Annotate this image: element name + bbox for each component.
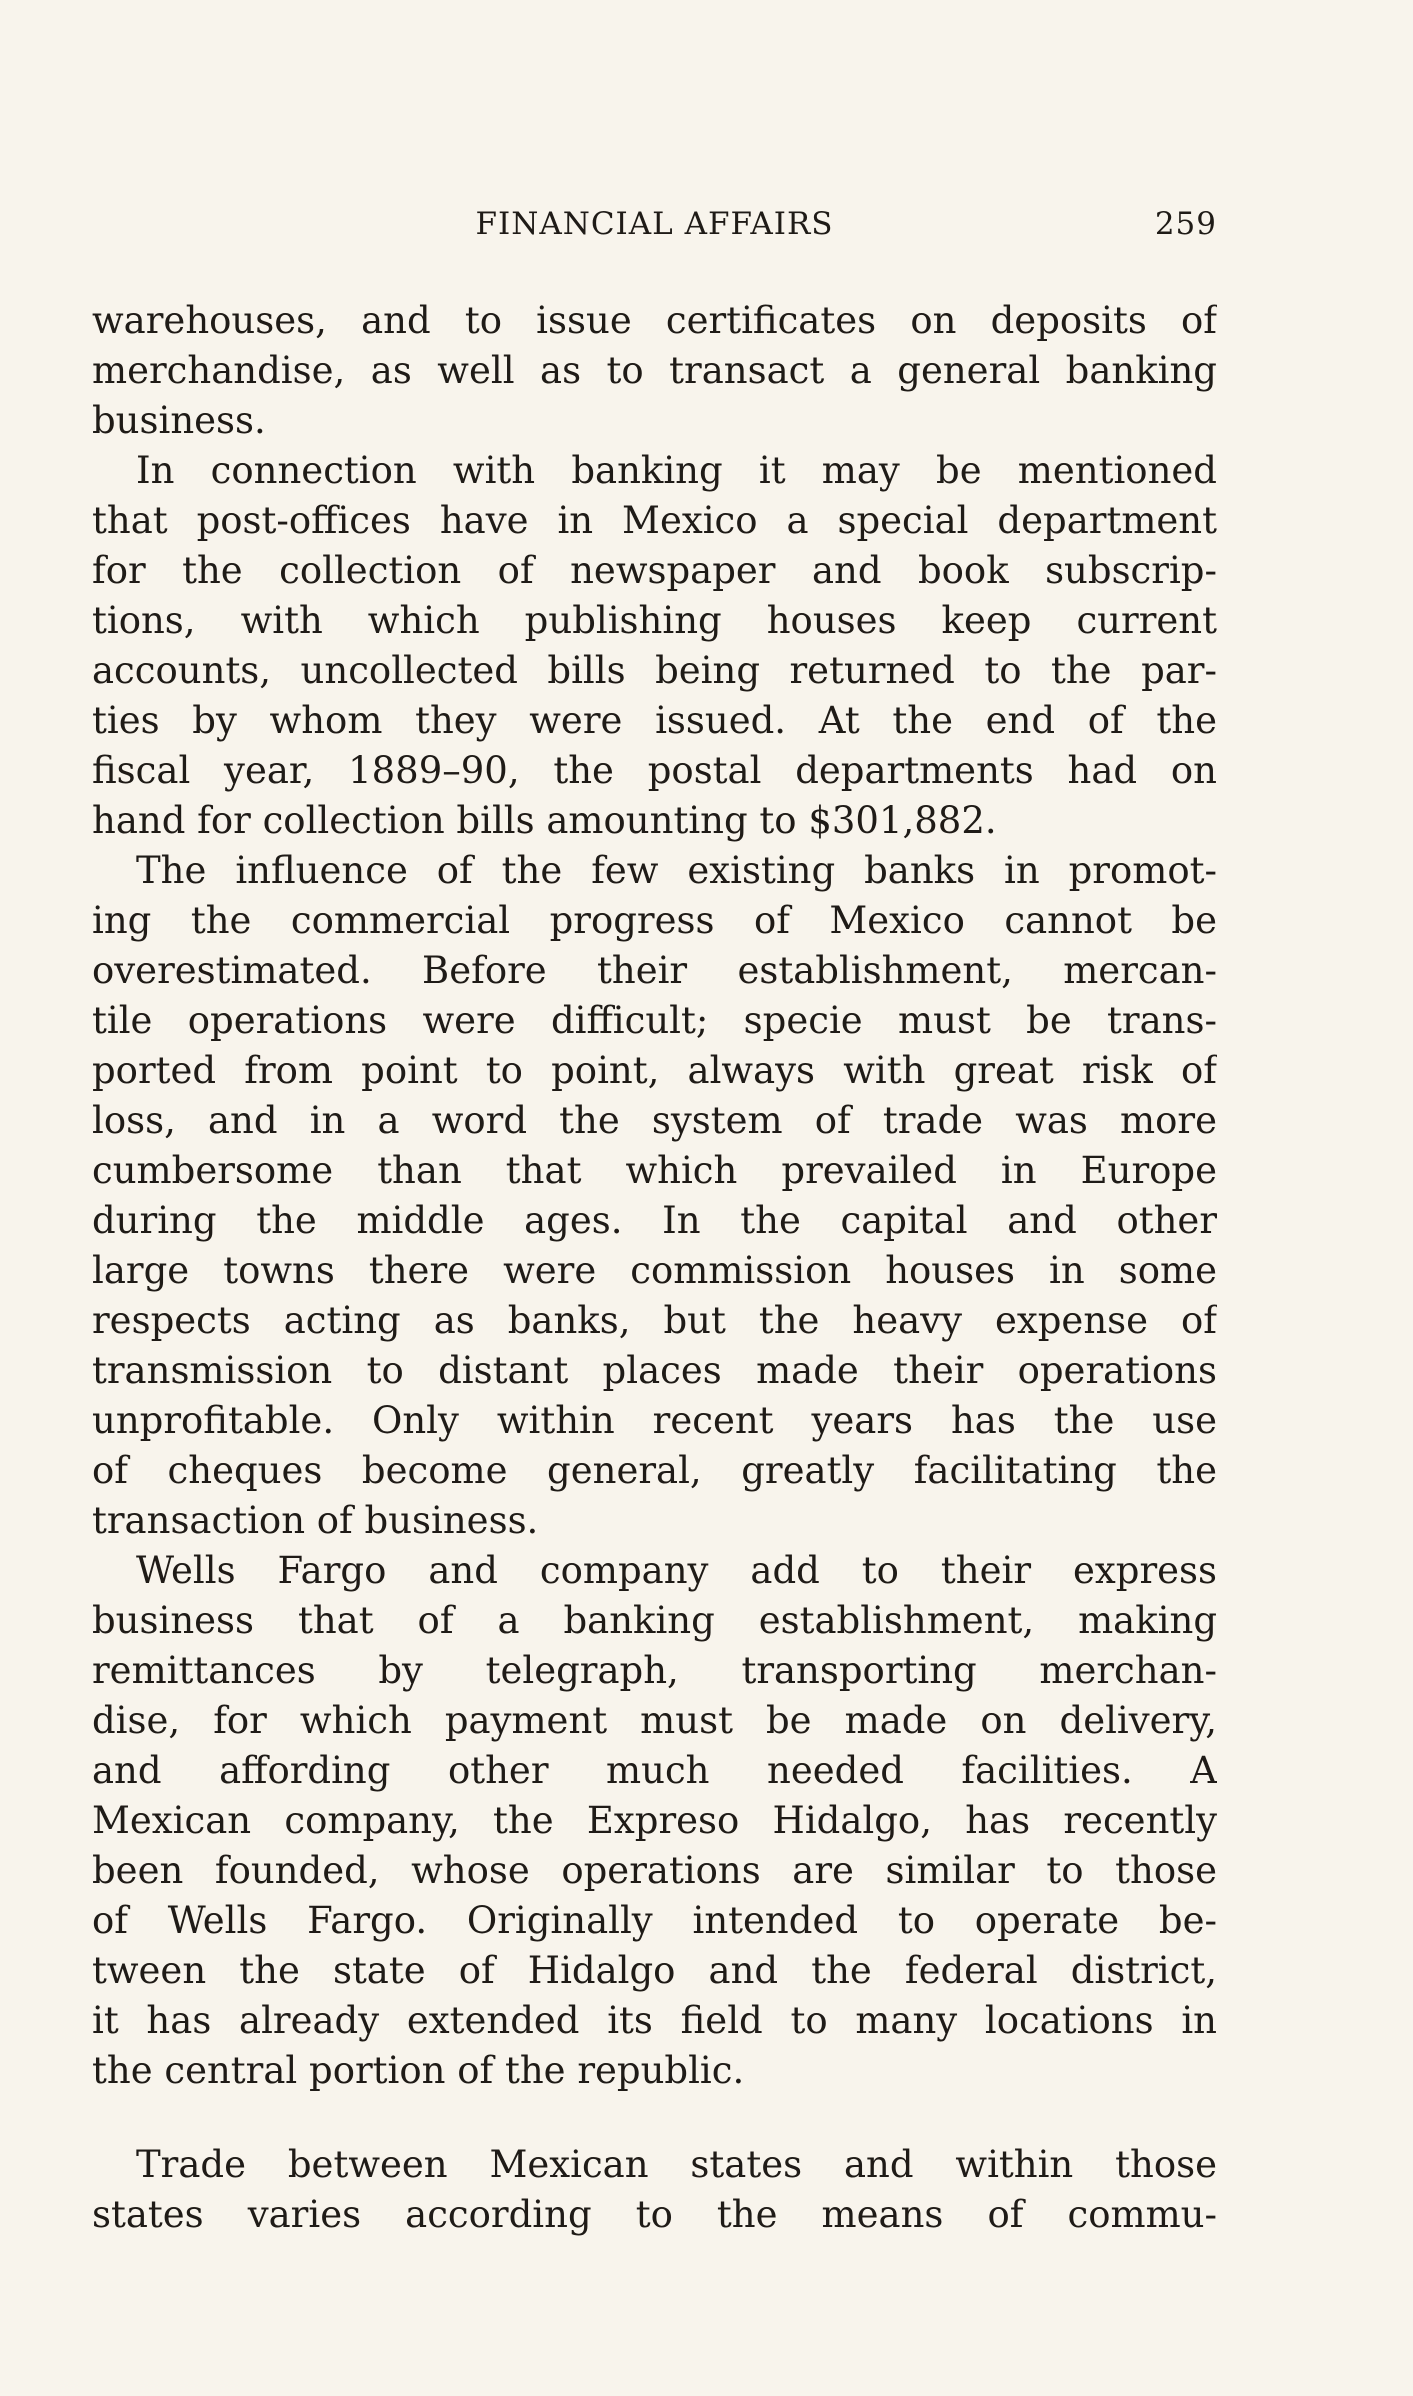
text-line: cumbersome than that which prevailed in Europe — [92, 1149, 1217, 1192]
section-break — [92, 2096, 1217, 2140]
text-line: for the collection of newspaper and book subscrip- — [92, 549, 1217, 592]
text-line: tile operations were difficult; specie must be trans- — [92, 999, 1217, 1042]
paragraph-wells-fargo — [92, 1546, 1217, 2096]
text-line: merchandise, as well as to transact a general banking — [92, 349, 1217, 392]
text-line: tween the state of Hidalgo and the federal district, — [92, 1949, 1217, 1992]
text-line: overestimated. Before their establishment, mercan- — [92, 949, 1217, 992]
text-line: the central portion of the republic. — [92, 2049, 745, 2092]
text-line: business. — [92, 399, 266, 442]
text-line: transaction of business. — [92, 1499, 539, 1542]
text-line: accounts, uncollected bills being returned to the par- — [92, 649, 1217, 692]
text-line: that post-offices have in Mexico a special department — [92, 499, 1217, 542]
running-head — [92, 206, 1217, 250]
text-line: Trade between Mexican states and within those — [136, 2143, 1217, 2186]
text-line: respects acting as banks, but the heavy expense of — [92, 1299, 1217, 1342]
text-line: ties by whom they were issued. At the end of the — [92, 699, 1217, 742]
running-title: FINANCIAL AFFAIRS — [475, 206, 834, 242]
text-line: and affording other much needed facilities. A — [92, 1749, 1217, 1792]
text-line: it has already extended its field to many locations in — [92, 1999, 1217, 2042]
text-line: remittances by telegraph, transporting merchan- — [92, 1649, 1217, 1692]
text-line: transmission to distant places made their operations — [92, 1349, 1217, 1392]
text-line: warehouses, and to issue certificates on deposits of — [92, 299, 1217, 342]
text-line: fiscal year, 1889–90, the postal departments had on — [92, 749, 1217, 792]
text-line: ported from point to point, always with great risk of — [92, 1049, 1217, 1092]
body-text — [92, 296, 1217, 2240]
paragraph-post-offices — [92, 446, 1217, 846]
text-line: Wells Fargo and company add to their express — [136, 1549, 1217, 1592]
text-line: Mexican company, the Expreso Hidalgo, has recently — [92, 1799, 1217, 1842]
text-line: of cheques become general, greatly facilitating the — [92, 1449, 1217, 1492]
paragraph-warehouses — [92, 296, 1217, 446]
text-line: tions, with which publishing houses keep current — [92, 599, 1217, 642]
text-line: large towns there were commission houses in some — [92, 1249, 1217, 1292]
text-line: In connection with banking it may be mentioned — [136, 449, 1217, 492]
text-line: dise, for which payment must be made on delivery, — [92, 1699, 1217, 1742]
text-line: The influence of the few existing banks in promot- — [136, 849, 1217, 892]
text-line: loss, and in a word the system of trade was more — [92, 1099, 1217, 1142]
text-line: states varies according to the means of commu- — [92, 2193, 1217, 2236]
paragraph-trade — [92, 2140, 1217, 2240]
text-line: unprofitable. Only within recent years has the use — [92, 1399, 1217, 1442]
page-number: 259 — [1154, 206, 1217, 242]
text-line: business that of a banking establishment, making — [92, 1599, 1217, 1642]
text-line: of Wells Fargo. Originally intended to operate be- — [92, 1899, 1217, 1942]
text-line: hand for collection bills amounting to $301,882. — [92, 799, 997, 842]
paragraph-bank-influence — [92, 846, 1217, 1546]
text-line: during the middle ages. In the capital and other — [92, 1199, 1217, 1242]
text-line: been founded, whose operations are similar to those — [92, 1849, 1217, 1892]
text-line: ing the commercial progress of Mexico cannot be — [92, 899, 1217, 942]
